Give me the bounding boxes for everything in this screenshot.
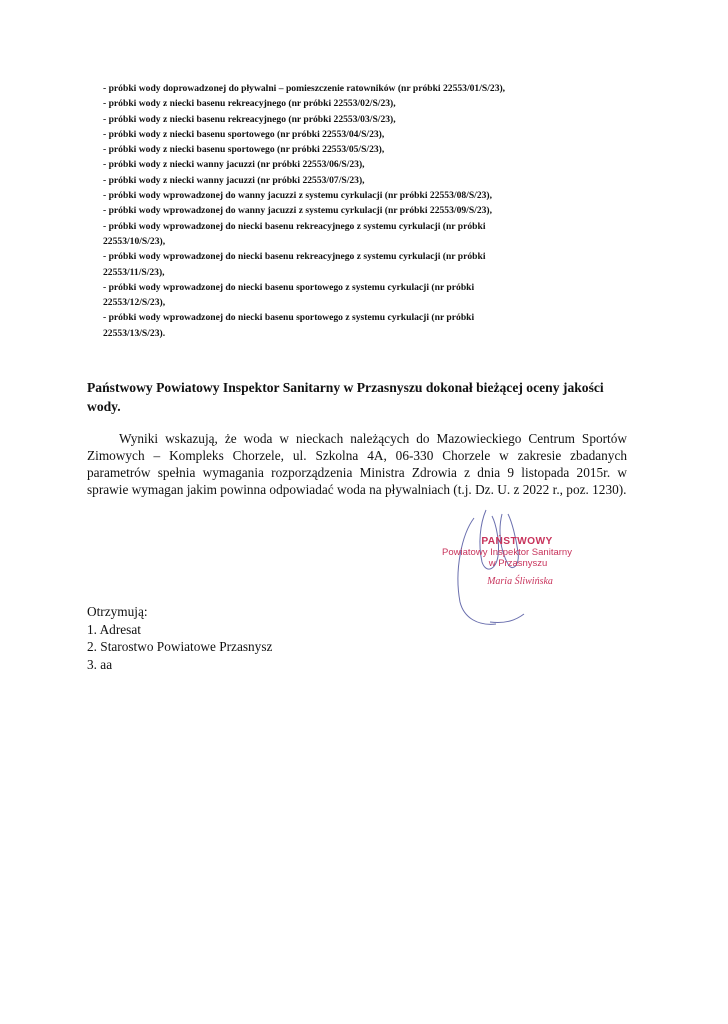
recipients-list <box>87 621 387 674</box>
official-stamp <box>416 500 596 630</box>
stamp-name: Maria Śliwińska <box>487 576 553 587</box>
recipient-item: 1. Adresat <box>87 621 141 637</box>
stamp-line-2: Powiatowy Inspektor Sanitarny <box>442 547 572 558</box>
sample-line: - próbki wody wprowadzonej do wanny jacuzzi z systemu cyrkulacji (nr próbki 22553/08/S/23), <box>103 190 493 202</box>
sample-line: 22553/10/S/23), <box>103 235 166 247</box>
recipients-title: Otrzymują: <box>87 604 148 619</box>
sample-line: - próbki wody z niecki basenu rekreacyjnego (nr próbki 22553/02/S/23), <box>103 98 396 110</box>
stamp-line-1: PAŃSTWOWY <box>481 536 553 547</box>
recipients-block <box>87 603 387 673</box>
sample-line: - próbki wody wprowadzonej do niecki basenu rekreacyjnego z systemu cyrkulacji (nr próbki <box>103 220 486 232</box>
sample-line: 22553/13/S/23). <box>103 327 166 339</box>
sample-line: - próbki wody z niecki basenu sportowego (nr próbki 22553/04/S/23), <box>103 128 385 140</box>
sample-line: - próbki wody z niecki basenu sportowego (nr próbki 22553/05/S/23), <box>103 144 385 156</box>
recipient-item: 3. aa <box>87 656 113 672</box>
sample-line: - próbki wody z niecki wanny jacuzzi (nr próbki 22553/07/S/23), <box>103 174 365 186</box>
assessment-body: Wyniki wskazują, że woda w nieckach należących do Mazowieckiego Centrum Sportów Zimowych – Kompleks Chorzele, ul. Szkolna 4A, 06-330 Chorzele w zakresie zbadanych parametrów spełnia wymagania rozporządzenia Ministra Zdrowia z dnia 9 listopada 2015r. w sprawie wymagan jakim powinna odpowiadać woda na pływalniach (t.j. Dz. U. z 2022 r., poz. 1230). <box>87 431 627 497</box>
assessment-heading: Państwowy Powiatowy Inspektor Sanitarny w Przasnyszu dokonał bieżącej oceny jakości wody. <box>87 380 604 414</box>
sample-list <box>103 81 623 341</box>
sample-line: - próbki wody wprowadzonej do niecki basenu rekreacyjnego z systemu cyrkulacji (nr próbki <box>103 251 486 263</box>
sample-line: 22553/12/S/23), <box>103 297 166 309</box>
sample-line: - próbki wody doprowadzonej do pływalni – pomieszczenie ratowników (nr próbki 22553/01/S/23), <box>103 83 506 94</box>
sample-line: - próbki wody wprowadzonej do wanny jacuzzi z systemu cyrkulacji (nr próbki 22553/09/S/23), <box>103 205 493 217</box>
sample-line: - próbki wody wprowadzonej do niecki basenu sportowego z systemu cyrkulacji (nr próbki <box>103 281 475 293</box>
sample-line: 22553/11/S/23), <box>103 266 165 278</box>
sample-line: - próbki wody z niecki basenu rekreacyjnego (nr próbki 22553/03/S/23), <box>103 113 396 125</box>
sample-line: - próbki wody wprowadzonej do niecki basenu sportowego z systemu cyrkulacji (nr próbki <box>103 312 475 324</box>
sample-line: - próbki wody z niecki wanny jacuzzi (nr próbki 22553/06/S/23), <box>103 159 365 171</box>
recipient-item: 2. Starostwo Powiatowe Przasnysz <box>87 639 273 654</box>
stamp-line-3: w Przasnyszu <box>488 558 548 569</box>
